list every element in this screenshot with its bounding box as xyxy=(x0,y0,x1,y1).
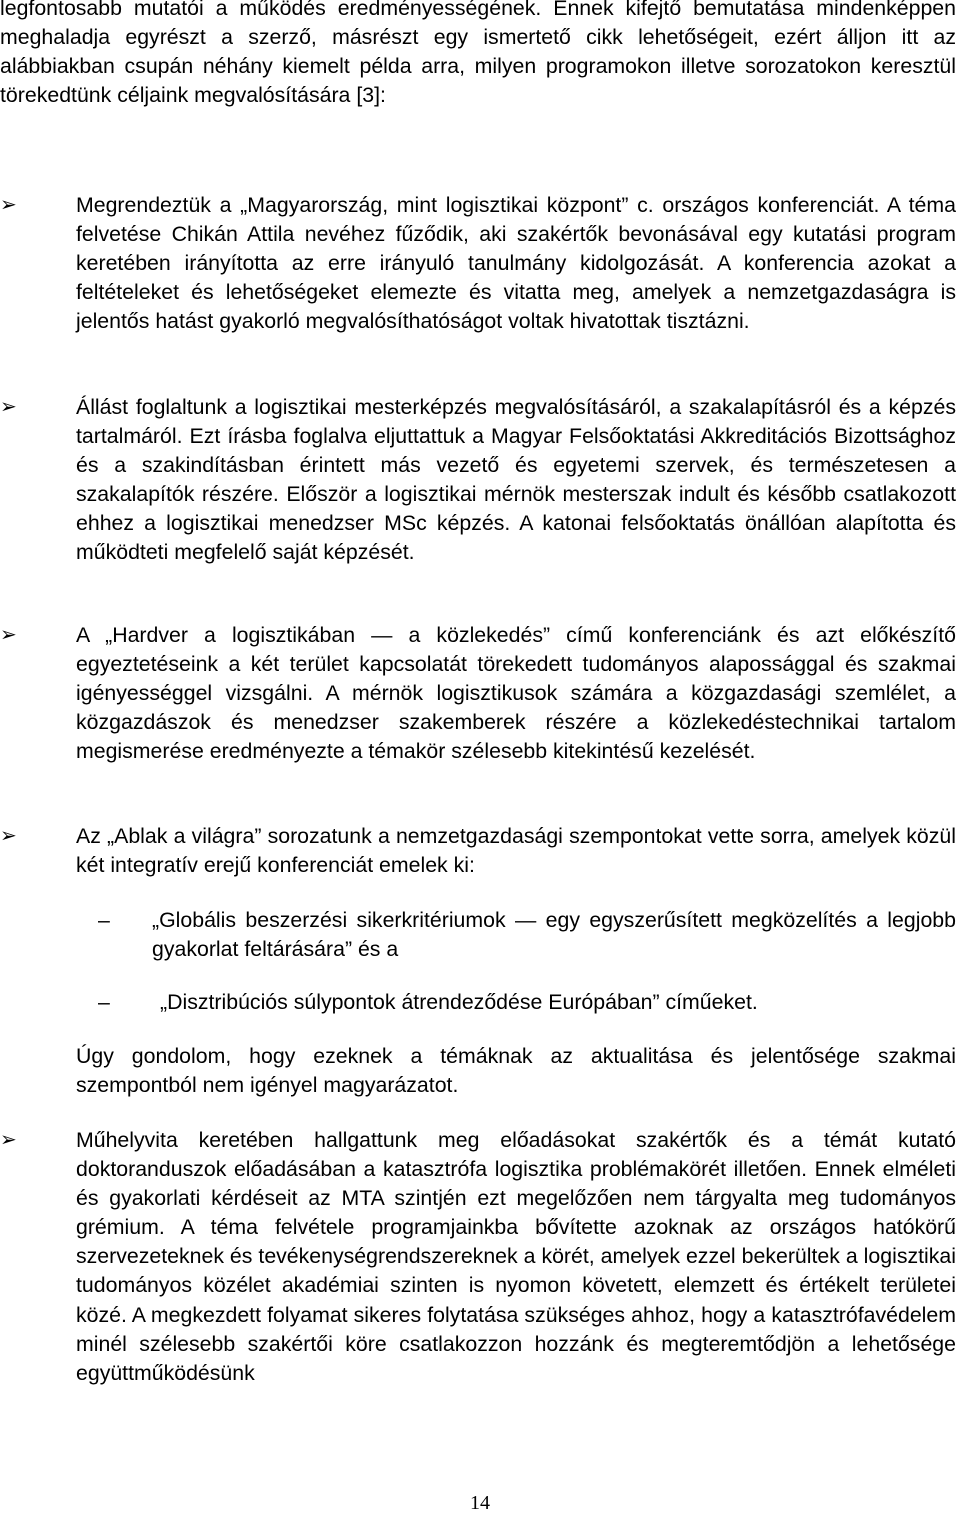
sub-list-text: „Disztribúciós súlypontok átrendeződése Európában” címűeket. xyxy=(160,990,758,1014)
dash-bullet-icon: – xyxy=(98,990,110,1014)
arrow-bullet-icon: ➢ xyxy=(0,396,17,418)
sub-list-text: „Globális beszerzési sikerkritériumok — egy egyszerűsített megközelítés a legjobb gyakorlat feltárására” és a xyxy=(152,908,956,962)
bullet-text: Az „Ablak a világra” sorozatunk a nemzetgazdasági szempontokat vette sorra, amelyek közül két integratív erejű konferenciát emelek ki: xyxy=(76,824,956,878)
bullet-text: Megrendeztük a „Magyarország, mint logisztikai központ” c. országos konferenciát. A téma felvetése Chikán Attila nevéhez fűződik, aki szakértők bevonásával egy kutatási program keretében irányította az erre irányuló tanulmány kidolgozását. A konferencia azokat a feltételeket és lehetőségeket elemezte és vitatta meg, amelyek a nemzetgazdaságra is jelentős hatást gyakorló megvalósíthatóságot voltak hivatottak tisztázni. xyxy=(76,193,956,334)
sub-list-item xyxy=(0,906,960,966)
arrow-bullet-icon: ➢ xyxy=(0,1129,17,1151)
arrow-bullet-icon: ➢ xyxy=(0,194,17,216)
sub-list-item xyxy=(0,988,960,1018)
bullet-item-conference xyxy=(0,191,960,334)
bullet-item-masters-program xyxy=(0,393,960,593)
bullet-text: Műhelyvita keretében hallgattunk meg előadásokat szakértők és a témát kutató doktoranduszok előadásában a katasztrófa logisztika problémakörét illetően. Ennek elméleti és gyakorlati kérdéseit az MTA szintjén ezt megelőzően nem tárgyalta meg tudományos grémium. A téma felvétele programjainkba bővítette azoknak az országos hatókörű szervezeteknek és tevékenységrendszereknek a körét, amelyek ezzel bekerültek a logisztikai tudományos közélet akadémiai szinten is nyomon követett, elemzett és értékelt területei közé. A megkezdett folyamat sikeres folytatása szükséges ahhoz, hogy a katasztrófavédelem minél szélesebb szakértői köre csatlakozzon hozzánk és megteremtődjön a lehetősége együttműködésünk xyxy=(76,1128,956,1385)
page-number: 14 xyxy=(470,1492,490,1514)
arrow-bullet-icon: ➢ xyxy=(0,825,17,847)
bullet-text: Állást foglaltunk a logisztikai mesterképzés megvalósításáról, a szakalapításról és a képzés tartalmáról. Ezt írásba foglalva eljuttattuk a Magyar Felsőoktatási Akkreditációs Bizottsághoz és a szakindításban érintett más vezető és egyetemi szervek, és természetesen a szakalapítók részére. Először a logisztikai mérnök mesterszak indult és később csatlakozott ehhez a logisztikai menedzser MSc képzés. A katonai felsőoktatás önállóan alapította és működteti megfelelő saját képzését. xyxy=(76,395,956,565)
dash-bullet-icon: – xyxy=(98,908,110,932)
arrow-bullet-icon: ➢ xyxy=(0,624,17,646)
bullet-item-hardware-conference xyxy=(0,621,960,801)
intro-paragraph: legfontosabb mutatói a működés eredményességének. Ennek kifejtő bemutatása mindenképpen meghaladja egyrészt a szerző, másrészt egy ismertető cikk lehetőségeit, ezért álljon itt az alábbiakban csupán néhány kiemelt példa arra, milyen programokon illetve sorozatokon keresztül törekedtünk céljaink megvalósítására [3]: xyxy=(0,0,956,108)
bullet-text: A „Hardver a logisztikában — a közlekedés” című konferenciánk és azt előkészítő egyeztetéseink a két terület kapcsolatát törekedett tudományos alapossággal és szakmai igényességgel vizsgálni. A mérnök logisztikusok számára a közgazdasági szemlélet, a közgazdászok és menedzser szakemberek részére a közlekedéstechnikai tartalom megismerése eredményezte a témakör szélesebb kitekintésű kezelését. xyxy=(76,623,956,764)
bullet-item-workshop xyxy=(0,1126,960,1426)
bullet-item-window-series xyxy=(0,822,960,882)
closing-note-paragraph: Úgy gondolom, hogy ezeknek a témáknak az aktualitása és jelentősége szakmai szempontból nem igényel magyarázatot. xyxy=(76,1044,956,1098)
